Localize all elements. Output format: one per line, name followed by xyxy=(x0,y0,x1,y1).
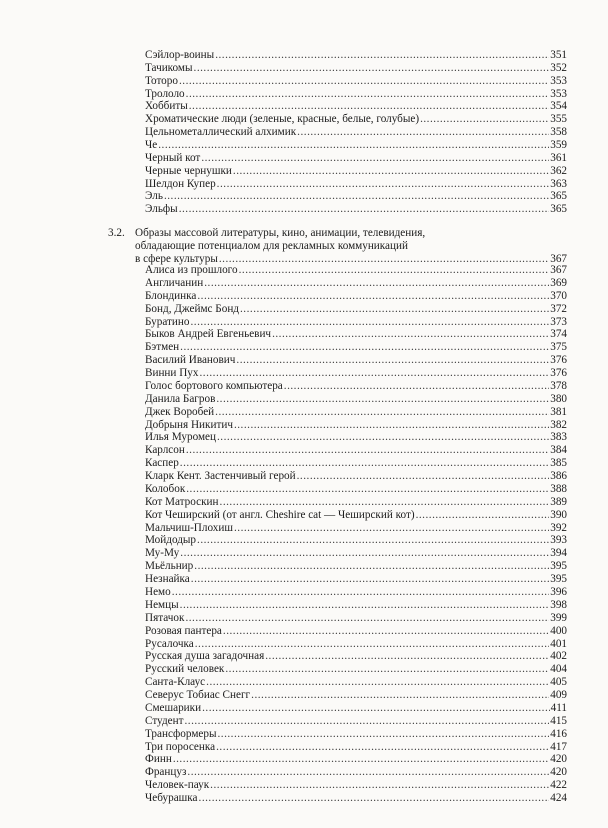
toc-entry-page: 392 xyxy=(550,521,567,534)
leader-dots xyxy=(180,547,549,560)
toc-entry-title: Алиса из прошлого xyxy=(145,264,238,276)
leader-dots xyxy=(185,612,549,625)
toc-entry[interactable] xyxy=(145,328,567,341)
leader-dots xyxy=(189,100,549,113)
leader-dots xyxy=(234,419,549,432)
toc-entry-title: Пятачок xyxy=(145,611,185,624)
toc-entry-title: Быков Андрей Евгеньевич xyxy=(145,328,272,341)
toc-entry-page: 388 xyxy=(550,482,567,495)
leader-dots xyxy=(180,341,549,354)
toc-entry[interactable] xyxy=(145,741,567,754)
toc-entry[interactable] xyxy=(145,766,567,779)
toc-entry-page: 422 xyxy=(550,779,567,792)
leader-dots xyxy=(194,560,549,573)
toc-entry-title: Кот Чеширский (от англ. Cheshire cat — Чеширский кот) xyxy=(145,508,415,521)
toc-entry[interactable] xyxy=(145,470,567,483)
toc-entry-title: Му-Му xyxy=(145,547,180,560)
toc-entry-title: Немцы xyxy=(145,598,179,611)
section-title-line-2: обладающие потенциалом для рекламных коммуникаций xyxy=(135,240,408,252)
toc-entry-title: Каспер xyxy=(145,457,179,470)
toc-entry-page: 378 xyxy=(550,379,567,392)
toc-entry-page: 370 xyxy=(550,289,567,302)
leader-dots xyxy=(197,290,549,303)
toc-entry-page: 416 xyxy=(550,727,567,740)
toc-entry-page: 398 xyxy=(550,598,567,611)
toc-entry-title: Чебурашка xyxy=(145,792,198,805)
toc-entry-title: Джек Воробей xyxy=(145,405,215,418)
toc-entry-page: 381 xyxy=(550,405,567,418)
toc-entry[interactable] xyxy=(145,496,567,509)
toc-entry[interactable] xyxy=(145,341,567,354)
toc-entry[interactable] xyxy=(145,650,567,663)
toc-entry-page: 385 xyxy=(550,457,567,470)
toc-entry-page: 380 xyxy=(550,392,567,405)
toc-entry-page: 389 xyxy=(550,495,567,508)
leader-dots xyxy=(195,638,549,651)
toc-entry-title: Северус Тобиас Снегг xyxy=(145,689,251,702)
section-number: 3.2. xyxy=(108,227,125,239)
leader-dots xyxy=(297,470,550,483)
leader-dots xyxy=(190,316,549,329)
toc-entry[interactable] xyxy=(145,88,567,101)
toc-entry[interactable] xyxy=(145,586,567,599)
toc-entry-title: Мьёльнир xyxy=(145,560,194,573)
toc-entry[interactable] xyxy=(145,49,567,62)
toc-entry[interactable] xyxy=(145,663,567,676)
toc-entry[interactable] xyxy=(145,139,567,152)
toc-entry[interactable] xyxy=(145,419,567,432)
toc-entry-title: Трансформеры xyxy=(145,727,217,740)
leader-dots xyxy=(284,380,549,393)
toc-entry-page: 354 xyxy=(550,100,567,113)
toc-entry-page: 420 xyxy=(550,766,567,779)
leader-dots xyxy=(297,126,549,139)
toc-entry-page: 409 xyxy=(550,689,567,702)
leader-dots xyxy=(239,264,550,277)
toc-entry[interactable] xyxy=(145,779,567,792)
toc-entry-title: Шелдон Купер xyxy=(145,177,216,190)
toc-entry-title: Студент xyxy=(145,714,184,727)
toc-entry[interactable] xyxy=(145,547,567,560)
toc-entry-page: 395 xyxy=(550,560,567,573)
leader-dots xyxy=(186,88,550,101)
toc-entry-page: 367 xyxy=(550,264,567,276)
toc-entry-page: 420 xyxy=(550,753,567,766)
toc-entry[interactable] xyxy=(145,354,567,367)
toc-entry-page: 401 xyxy=(550,637,567,650)
toc-entry[interactable] xyxy=(145,75,567,88)
leader-dots xyxy=(272,328,549,341)
toc-entry-page: 355 xyxy=(550,113,567,126)
leader-dots xyxy=(204,277,549,290)
toc-entry[interactable] xyxy=(145,792,567,805)
toc-entry-title: Кот Матроскин xyxy=(145,495,219,508)
leader-dots xyxy=(164,190,549,203)
leader-dots xyxy=(173,753,549,766)
toc-entry[interactable] xyxy=(145,165,567,178)
toc-entry-title: Черный кот xyxy=(145,151,201,164)
toc-entry[interactable] xyxy=(145,444,567,457)
toc-entry-page: 353 xyxy=(550,87,567,100)
toc-entry-title: Санта-Клаус xyxy=(145,676,206,689)
toc-entry[interactable] xyxy=(145,522,567,535)
leader-dots xyxy=(236,354,549,367)
toc-entry-page: 361 xyxy=(550,151,567,164)
toc-entry[interactable] xyxy=(145,316,567,329)
toc-entry-title: Буратино xyxy=(145,315,190,328)
toc-entry[interactable] xyxy=(145,406,567,419)
section-title-text: в сфере культуры xyxy=(135,253,218,265)
leader-dots xyxy=(179,203,550,216)
toc-entry-page: 376 xyxy=(550,367,567,380)
leader-dots xyxy=(184,715,549,728)
leader-dots xyxy=(216,393,549,406)
leader-dots xyxy=(197,534,549,547)
toc-entry-title: Розовая пантера xyxy=(145,624,222,637)
toc-entry-title: Винни Пух xyxy=(145,367,199,380)
toc-entry-page: 376 xyxy=(550,354,567,367)
toc-entry-page: 374 xyxy=(550,328,567,341)
leader-dots xyxy=(233,165,549,178)
toc-entry[interactable] xyxy=(145,303,567,316)
toc-entry-page: 383 xyxy=(550,431,567,444)
toc-entry-title: Русская душа загадочная xyxy=(145,650,265,663)
toc-entry-page: 358 xyxy=(550,126,567,139)
toc-entry-title: Смешарики xyxy=(145,701,202,714)
leader-dots xyxy=(217,178,550,191)
toc-entry-page: 396 xyxy=(550,586,567,598)
toc-entry[interactable] xyxy=(145,178,567,191)
leader-dots xyxy=(186,483,549,496)
toc-entry[interactable] xyxy=(145,702,567,715)
toc-entry-page: 373 xyxy=(550,315,567,328)
toc-entry-page: 417 xyxy=(550,740,567,753)
toc-entry-title: Хоббиты xyxy=(145,100,188,113)
toc-entry-title: Голос бортового компьютера xyxy=(145,379,283,392)
toc-entry[interactable] xyxy=(145,728,567,741)
toc-entry[interactable] xyxy=(145,599,567,612)
toc-entry-title: Илья Муромец xyxy=(145,431,216,444)
toc-entry-page: 351 xyxy=(550,49,567,61)
leader-dots xyxy=(215,406,549,419)
toc-entry-page: 363 xyxy=(550,177,567,190)
leader-dots xyxy=(187,766,549,779)
leader-dots xyxy=(201,152,549,165)
leader-dots xyxy=(240,303,549,316)
toc-entry-title: Трололо xyxy=(145,87,185,100)
toc-entry-title: Че xyxy=(145,138,158,151)
toc-entry-title: Цельнометаллический алхимик xyxy=(145,126,297,139)
leader-dots xyxy=(216,741,549,754)
toc-entry-page: 365 xyxy=(550,190,567,203)
toc-entry[interactable] xyxy=(145,689,567,702)
leader-dots xyxy=(172,586,550,599)
toc-entry-page: 365 xyxy=(550,203,567,216)
toc-entry[interactable] xyxy=(145,560,567,573)
section-page-number: 367 xyxy=(550,253,567,265)
toc-entry[interactable] xyxy=(145,612,567,625)
section-title-line-1: Образы массовой литературы, кино, анимации, телевидения, xyxy=(135,227,426,239)
toc-entry-title: Бэтмен xyxy=(145,341,180,354)
toc-entry[interactable] xyxy=(145,638,567,651)
toc-entry-page: 424 xyxy=(550,792,567,805)
toc-entry-title: Блондинка xyxy=(145,289,197,302)
toc-entry[interactable] xyxy=(145,126,567,139)
toc-entry-title: Кларк Кент. Застенчивый герой xyxy=(145,470,296,483)
toc-entry-page: 369 xyxy=(550,276,567,289)
toc-entry[interactable] xyxy=(145,431,567,444)
toc-entry-title: Добрыня Никитич xyxy=(145,418,233,431)
toc-entry-page: 372 xyxy=(550,302,567,315)
leader-dots xyxy=(179,75,549,88)
toc-entry-page: 352 xyxy=(550,61,567,74)
toc-entry-page: 375 xyxy=(550,341,567,354)
toc-entry-title: Эль xyxy=(145,190,163,203)
toc-entry-page: 394 xyxy=(550,547,567,560)
toc-entry[interactable] xyxy=(145,277,567,290)
toc-entry[interactable] xyxy=(145,113,567,126)
toc-entry-page: 395 xyxy=(550,573,567,586)
leader-dots xyxy=(206,676,549,689)
leader-dots xyxy=(220,496,550,509)
toc-entry-title: Тачикомы xyxy=(145,61,193,74)
toc-entry-page: 400 xyxy=(550,624,567,637)
toc-entry-title: Человек-паук xyxy=(145,779,210,792)
leader-dots xyxy=(217,728,549,741)
leader-dots xyxy=(186,444,549,457)
leader-dots xyxy=(225,663,549,676)
toc-entry-title: Незнайка xyxy=(145,573,190,586)
toc-entry[interactable] xyxy=(145,573,567,586)
toc-entry[interactable] xyxy=(145,509,567,522)
leader-dots xyxy=(199,792,550,805)
toc-entry-title: Эльфы xyxy=(145,203,178,216)
toc-entry-title: Сэйлор-воины xyxy=(145,49,215,61)
toc-entry[interactable] xyxy=(145,676,567,689)
toc-entry-page: 411 xyxy=(550,701,567,714)
leader-dots xyxy=(223,625,549,638)
toc-entry[interactable] xyxy=(145,203,567,216)
leader-dots xyxy=(199,367,549,380)
toc-entry[interactable] xyxy=(145,753,567,766)
toc-entry-page: 353 xyxy=(550,74,567,87)
toc-entry[interactable] xyxy=(145,367,567,380)
toc-entry[interactable] xyxy=(145,152,567,165)
leader-dots xyxy=(202,702,550,715)
toc-entry[interactable] xyxy=(145,534,567,547)
toc-entry[interactable] xyxy=(145,380,567,393)
toc-entry[interactable] xyxy=(145,290,567,303)
toc-entry-title: Финн xyxy=(145,753,172,766)
leader-dots xyxy=(215,49,549,62)
toc-entry-title: Русалочка xyxy=(145,637,194,650)
toc-entry-title: Русский человек xyxy=(145,663,225,676)
leader-dots xyxy=(420,113,549,126)
toc-entry-title: Мойдодыр xyxy=(145,534,197,547)
leader-dots xyxy=(158,139,549,152)
toc-entry-title: Данила Багров xyxy=(145,392,216,405)
leader-dots xyxy=(194,62,550,75)
leader-dots xyxy=(210,779,549,792)
toc-entry[interactable] xyxy=(145,483,567,496)
leader-dots xyxy=(217,431,549,444)
toc-entry[interactable] xyxy=(145,393,567,406)
toc-entry[interactable] xyxy=(145,190,567,203)
toc-entry-page: 382 xyxy=(550,418,567,431)
toc-entry-page: 399 xyxy=(550,611,567,624)
toc-entry-title: Бонд, Джеймс Бонд xyxy=(145,302,239,315)
toc-entry[interactable] xyxy=(145,62,567,75)
toc-entry-title: Колобок xyxy=(145,482,186,495)
leader-dots xyxy=(416,509,550,522)
toc-entry[interactable] xyxy=(145,715,567,728)
toc-entry[interactable] xyxy=(145,100,567,113)
toc-entry-page: 359 xyxy=(550,138,567,151)
leader-dots xyxy=(191,573,549,586)
toc-entry-page: 404 xyxy=(550,663,567,676)
toc-entry-title: Немо xyxy=(145,586,171,598)
leader-dots xyxy=(265,650,549,663)
toc-entry-page: 415 xyxy=(550,714,567,727)
toc-entry-title: Тоторо xyxy=(145,74,178,87)
toc-entry-title: Черные чернушки xyxy=(145,164,232,177)
toc-entry-title: Три поросенка xyxy=(145,740,216,753)
toc-entry-title: Француз xyxy=(145,766,187,779)
toc-entry-page: 386 xyxy=(550,470,567,483)
toc-entry-title: Карлсон xyxy=(145,444,185,457)
toc-entry[interactable] xyxy=(145,264,567,277)
toc-entry-page: 384 xyxy=(550,444,567,457)
toc-entry-page: 393 xyxy=(550,534,567,547)
toc-entry-title: Англичанин xyxy=(145,276,204,289)
toc-entry-page: 405 xyxy=(550,676,567,689)
toc-entry-title: Василий Иванович xyxy=(145,354,236,367)
toc-entry-page: 390 xyxy=(550,508,567,521)
toc-entry-title: Мальчиш-Плохиш xyxy=(145,521,233,534)
leader-dots xyxy=(180,599,550,612)
toc-entry-title: Хроматические люди (зеленые, красные, белые, голубые) xyxy=(145,113,420,126)
toc-entry[interactable] xyxy=(145,625,567,638)
leader-dots xyxy=(180,457,549,470)
leader-dots xyxy=(234,522,549,535)
toc-entry-page: 402 xyxy=(550,650,567,663)
toc-entry[interactable] xyxy=(145,457,567,470)
toc-entry-page: 362 xyxy=(550,164,567,177)
leader-dots xyxy=(251,689,549,702)
